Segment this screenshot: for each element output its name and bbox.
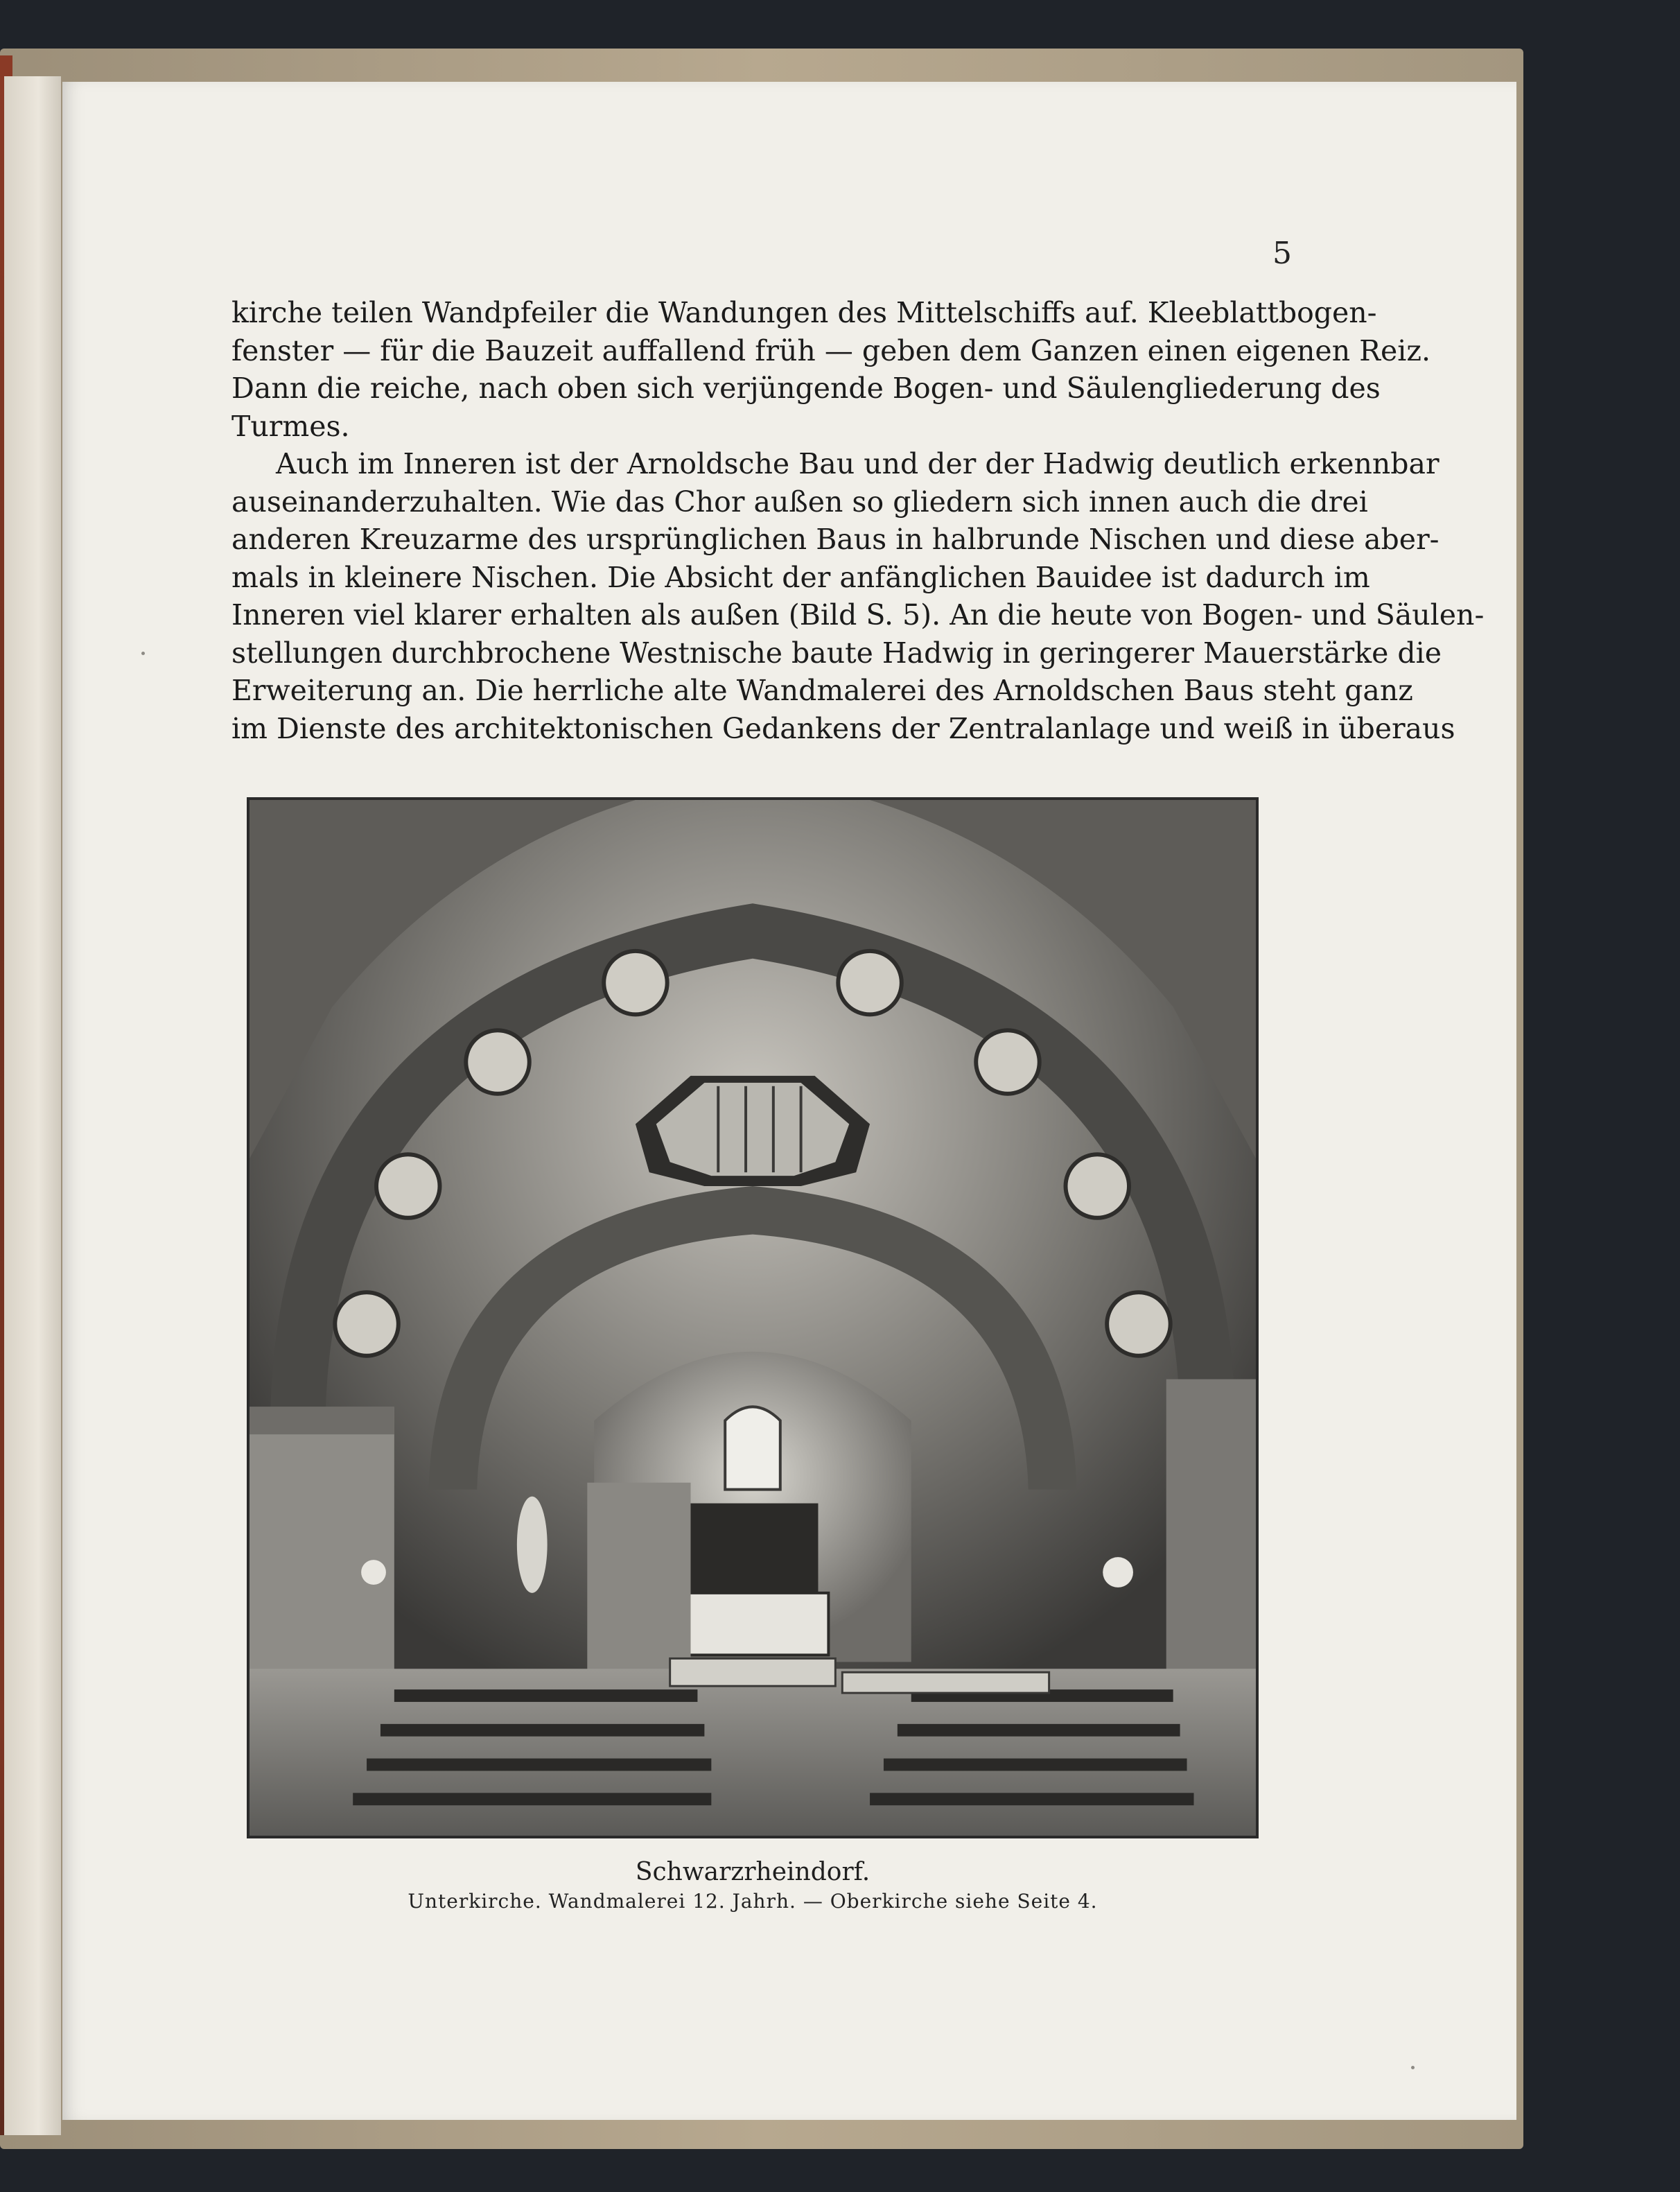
text-line: auseinanderzuhalten. Wie das Chor außen so gliedern sich innen auch die drei — [231, 485, 1368, 519]
page-number: 5 — [1272, 236, 1292, 271]
paper-speck — [1411, 2066, 1415, 2069]
previous-page-edge — [4, 76, 61, 2135]
text-line: stellungen durchbrochene Westnische baute Hadwig in geringerer Mauerstärke die — [231, 636, 1442, 670]
body-text — [231, 294, 1485, 747]
text-line: Erweiterung an. Die herrliche alte Wandmalerei des Arnoldschen Baus steht ganz — [231, 674, 1413, 707]
text-line: Inneren viel klarer erhalten als außen (Bild S. 5). An die heute von Bogen- und Säulen- — [231, 598, 1485, 632]
text-line: anderen Kreuzarme des ursprünglichen Baus in halbrunde Nischen und diese aber- — [231, 523, 1440, 556]
text-line: mals in kleinere Nischen. Die Absicht der anfänglichen Bauidee ist dadurch im — [231, 560, 1370, 594]
church-interior-photo — [247, 797, 1259, 1838]
text-line: Turmes. — [231, 409, 350, 443]
paper-speck — [141, 652, 145, 655]
figure-caption-title: Schwarzrheindorf. — [635, 1858, 870, 1886]
text-line: Dann die reiche, nach oben sich verjüngende Bogen- und Säulengliederung des — [231, 372, 1381, 405]
photo-illustration — [250, 800, 1256, 1836]
text-line: Auch im Inneren ist der Arnoldsche Bau und der der Hadwig deutlich erkennbar — [276, 447, 1440, 480]
text-line: kirche teilen Wandpfeiler die Wandungen des Mittelschiffs auf. Kleeblattbogen- — [231, 296, 1377, 329]
text-line: fenster — für die Bauzeit auffallend früh — geben dem Ganzen einen eigenen Reiz. — [231, 333, 1431, 367]
figure-caption-subtitle: Unterkirche. Wandmalerei 12. Jahrh. — Oberkirche siehe Seite 4. — [408, 1890, 1098, 1913]
text-line: im Dienste des architektonischen Gedankens der Zentralanlage und weiß in überaus — [231, 711, 1455, 745]
